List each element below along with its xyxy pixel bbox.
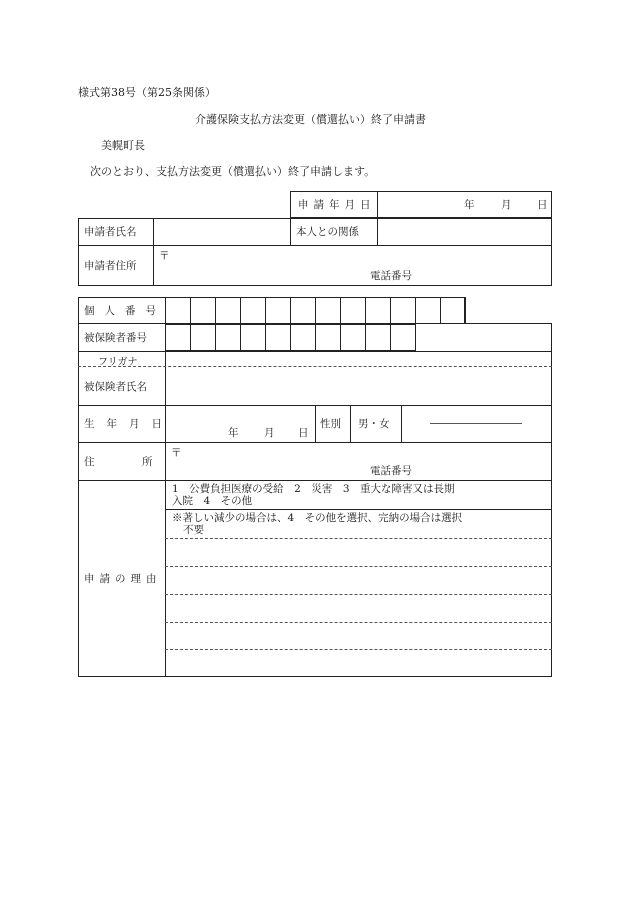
insured-number-digit-cell[interactable] xyxy=(315,324,341,351)
postal-mark: 〒 xyxy=(159,250,170,262)
gender-options[interactable]: 男・女 xyxy=(358,418,390,430)
applicant-address-field[interactable] xyxy=(154,246,551,285)
insured-postal-mark: 〒 xyxy=(171,447,182,459)
applicant-phone-label: 電話番号 xyxy=(370,270,412,282)
furigana-field[interactable] xyxy=(166,352,551,365)
relation-label: 本人との関係 xyxy=(296,226,359,238)
individual-number-digit-cell[interactable] xyxy=(240,297,266,324)
birth-day: 日 xyxy=(298,427,309,439)
reason-note-line1: ※著しい減少の場合は、4 その他を選択、完納の場合は選択 xyxy=(172,512,463,524)
birthdate-field[interactable] xyxy=(166,406,314,441)
individual-number-digit-cell[interactable] xyxy=(340,297,366,324)
insured-number-digit-cell[interactable] xyxy=(340,324,366,351)
application-date-year: 年 xyxy=(464,199,475,211)
reason-options-line1: 1 公費負担医療の受給 2 災害 3 重大な障害又は長期 xyxy=(172,483,455,495)
insured-name-label: 被保険者氏名 xyxy=(84,380,147,393)
individual-number-label: 個人番号 xyxy=(84,305,166,317)
individual-number-digit-cell[interactable] xyxy=(265,297,291,324)
individual-number-digit-cell[interactable] xyxy=(440,297,466,324)
individual-number-digit-cell[interactable] xyxy=(315,297,341,324)
insured-number-digit-cell[interactable] xyxy=(165,324,191,351)
gender-label: 性別 xyxy=(320,418,341,430)
insured-number-digit-cell[interactable] xyxy=(215,324,241,351)
applicant-name-label: 申請者氏名 xyxy=(84,226,137,238)
insured-number-digit-cell[interactable] xyxy=(290,324,316,351)
statement: 次のとおり、支払方法変更（償還払い）終了申請します。 xyxy=(90,165,376,178)
application-date-label: 申請年月日 xyxy=(298,199,376,211)
application-date-day: 日 xyxy=(537,199,548,211)
applicant-name-field[interactable] xyxy=(154,219,289,244)
insured-number-digit-cell[interactable] xyxy=(390,324,416,351)
insured-number-digit-cell[interactable] xyxy=(190,324,216,351)
birth-month: 月 xyxy=(264,427,275,439)
individual-number-digit-cell[interactable] xyxy=(165,297,191,324)
individual-number-digit-cell[interactable] xyxy=(190,297,216,324)
insured-name-field[interactable] xyxy=(166,368,551,404)
individual-number-digit-cell[interactable] xyxy=(390,297,416,324)
individual-number-digit-cell[interactable] xyxy=(365,297,391,324)
gender-divider xyxy=(430,423,522,424)
insured-number-digit-cell[interactable] xyxy=(240,324,266,351)
insured-address-label: 住 所 xyxy=(84,455,157,468)
birthdate-label: 生年月日 xyxy=(84,418,174,430)
individual-number-digit-cell[interactable] xyxy=(415,297,441,324)
addressee: 美幌町長 xyxy=(101,139,145,152)
relation-field[interactable] xyxy=(378,219,551,244)
insured-address-field[interactable] xyxy=(166,443,551,479)
birth-year: 年 xyxy=(228,427,239,439)
insured-number-digit-cell[interactable] xyxy=(265,324,291,351)
application-date-field[interactable] xyxy=(378,192,551,217)
insured-phone-label: 電話番号 xyxy=(370,465,412,477)
individual-number-digit-cell[interactable] xyxy=(290,297,316,324)
application-date-month: 月 xyxy=(501,199,512,211)
reason-detail-field[interactable] xyxy=(166,539,551,676)
furigana-label: フリガナ xyxy=(98,357,138,368)
reason-note-line2: 不要 xyxy=(183,524,204,536)
reason-options-line2: 入院 4 その他 xyxy=(172,495,253,507)
applicant-address-label: 申請者住所 xyxy=(84,260,137,272)
reason-label: 申請の理由 xyxy=(84,573,162,585)
insured-number-digit-cell[interactable] xyxy=(365,324,391,351)
form-title: 介護保険支払方法変更（償還払い）終了申請書 xyxy=(195,113,426,126)
form-number: 様式第38号（第25条関係） xyxy=(78,86,216,99)
individual-number-digit-cell[interactable] xyxy=(215,297,241,324)
insured-number-label: 被保険者番号 xyxy=(84,332,147,344)
